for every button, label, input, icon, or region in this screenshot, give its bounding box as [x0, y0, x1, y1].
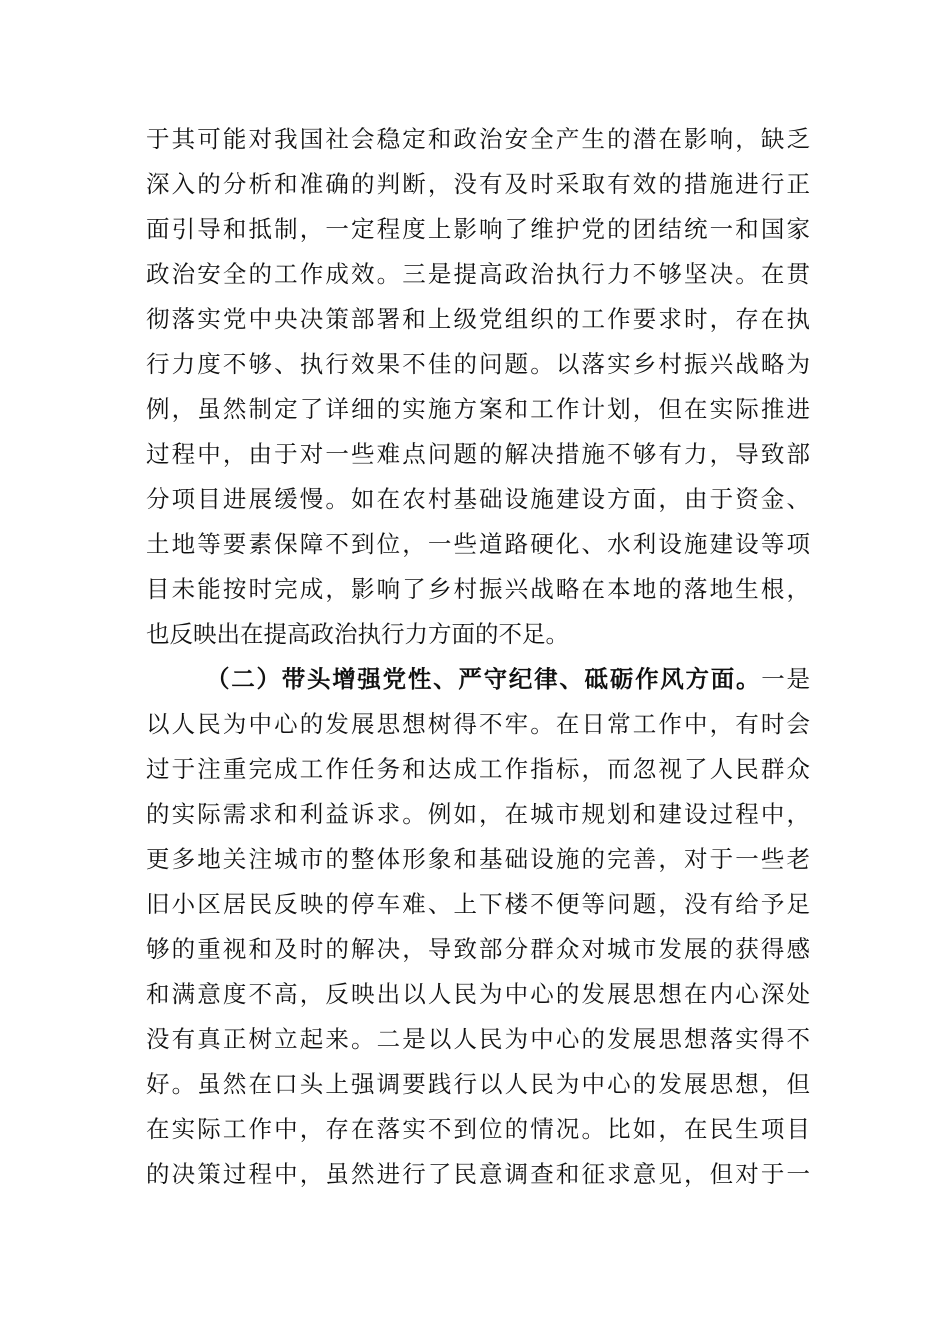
paragraph-2-line-11: 在实际工作中，存在落实不到位的情况。比如，在民生项目	[146, 1115, 810, 1143]
paragraph-1-line-9: 分项目进展缓慢。如在农村基础设施建设方面，由于资金、	[146, 485, 810, 513]
paragraph-1-line-11: 目未能按时完成，影响了乡村振兴战略在本地的落地生根，	[146, 575, 810, 603]
paragraph-2-line-5: 更多地关注城市的整体形象和基础设施的完善，对于一些老	[146, 845, 810, 873]
paragraph-2-line-6: 旧小区居民反映的停车难、上下楼不便等问题，没有给予足	[146, 890, 810, 918]
paragraph-2-line-12: 的决策过程中，虽然进行了民意调查和征求意见，但对于一	[146, 1160, 810, 1188]
paragraph-1-line-10: 土地等要素保障不到位，一些道路硬化、水利设施建设等项	[146, 530, 810, 558]
paragraph-1-line-6: 行力度不够、执行效果不佳的问题。以落实乡村振兴战略为	[146, 350, 810, 378]
paragraph-1-line-4: 政治安全的工作成效。三是提高政治执行力不够坚决。在贯	[146, 260, 810, 288]
paragraph-1-line-3: 面引导和抵制，一定程度上影响了维护党的团结统一和国家	[146, 215, 810, 243]
paragraph-2-line-3: 过于注重完成工作任务和达成工作指标，而忽视了人民群众	[146, 755, 810, 783]
paragraph-1-line-8: 过程中，由于对一些难点问题的解决措施不够有力，导致部	[146, 440, 810, 468]
paragraph-2-line-2: 以人民为中心的发展思想树得不牢。在日常工作中，有时会	[146, 710, 810, 738]
paragraph-2-line-8: 和满意度不高，反映出以人民为中心的发展思想在内心深处	[146, 980, 810, 1008]
paragraph-2-line-9: 没有真正树立起来。二是以人民为中心的发展思想落实得不	[146, 1025, 810, 1053]
paragraph-1-line-7: 例，虽然制定了详细的实施方案和工作计划，但在实际推进	[146, 395, 810, 423]
paragraph-2-line-10: 好。虽然在口头上强调要践行以人民为中心的发展思想，但	[146, 1070, 810, 1098]
paragraph-1-line-12: 也反映出在提高政治执行力方面的不足。	[146, 620, 569, 648]
paragraph-1-line-2: 深入的分析和准确的判断，没有及时采取有效的措施进行正	[146, 170, 810, 198]
paragraph-2-first-line-rest: 一是	[761, 665, 811, 693]
paragraph-2-line-7: 够的重视和及时的解决，导致部分群众对城市发展的获得感	[146, 935, 810, 963]
paragraph-2-first-line	[206, 659, 810, 699]
paragraph-2-line-4: 的实际需求和利益诉求。例如，在城市规划和建设过程中，	[146, 800, 810, 828]
section-heading: （二）带头增强党性、严守纪律、砥砺作风方面。	[206, 665, 762, 693]
paragraph-1-line-5: 彻落实党中央决策部署和上级党组织的工作要求时，存在执	[146, 305, 810, 333]
paragraph-1-line-1: 于其可能对我国社会稳定和政治安全产生的潜在影响，缺乏	[146, 125, 810, 153]
